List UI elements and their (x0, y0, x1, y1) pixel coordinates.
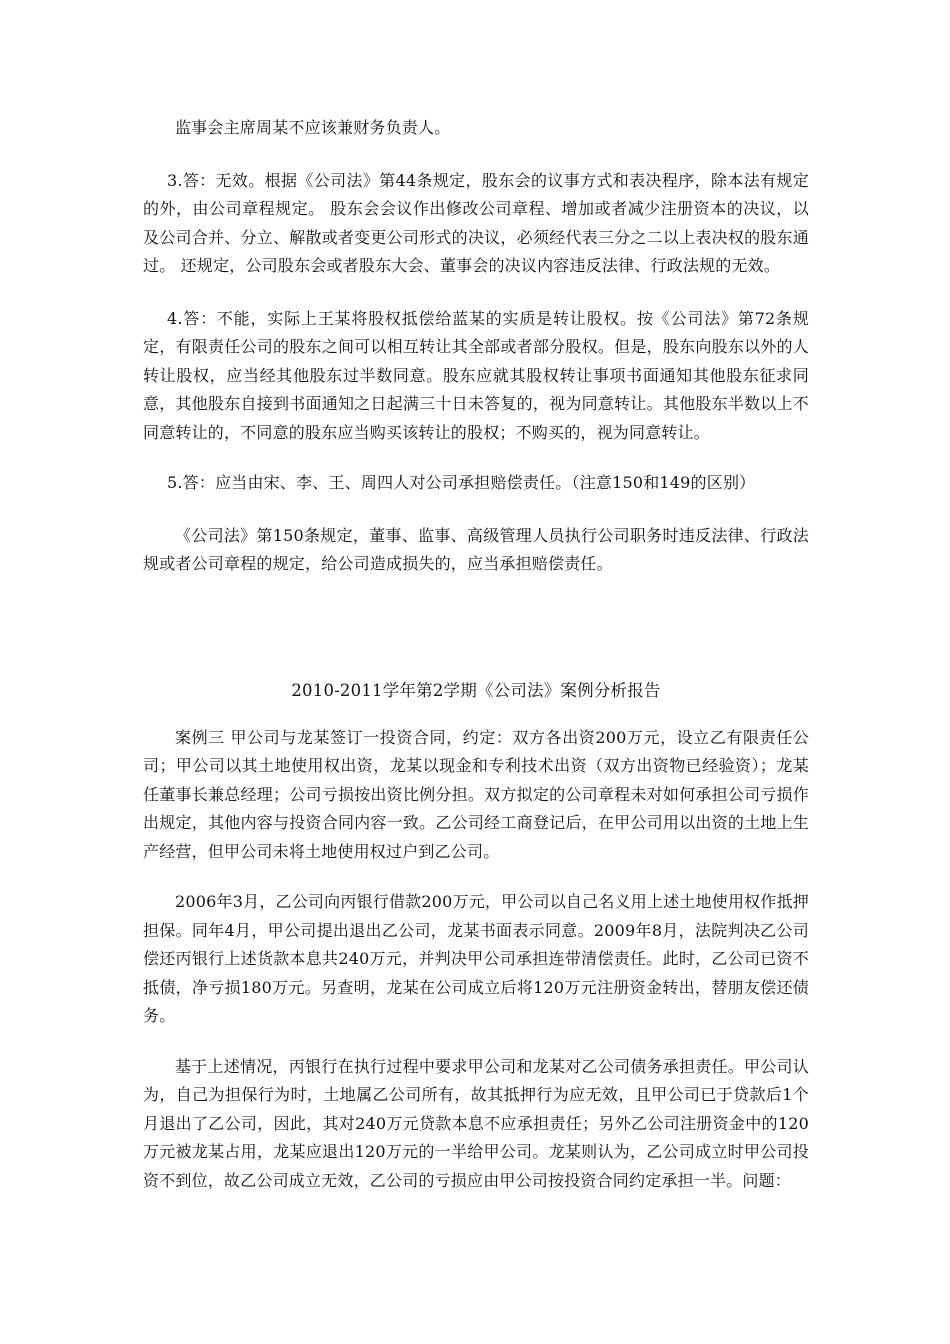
supervisor-paragraph: 监事会主席周某不应该兼财务负责人。 (175, 118, 451, 137)
dispute-paragraph: 基于上述情况，丙银行在执行过程中要求甲公司和龙某对乙公司债务承担责任。甲公司认为，自己为担保行为时，土地属乙公司所有，故其抵押行为应无效，且甲公司已于贷款后1个月退出了乙公司，因此，其对240万元贷款本息不应承担责任；另外乙公司注册资金中的120万元被龙某占用，龙某应退出120万元的一半给甲公司。龙某则认为，乙公司成立时甲公司投资不到位，故乙公司成立无效，乙公司的亏损应由甲公司按投资合同约定承担一半。问题： (143, 1056, 809, 1190)
case-report-section (143, 677, 809, 1195)
answer-5-paragraph: 5.答：应当由宋、李、王、周四人对公司承担赔偿责任。（注意150和149的区别） (167, 473, 756, 492)
article-150-paragraph: 《公司法》第150条规定，董事、监事、高级管理人员执行公司职务时违反法律、行政法规或者公司章程的规定，给公司造成损失的，应当承担赔偿责任。 (143, 525, 809, 573)
answer-4-paragraph: 4.答：不能，实际上王某将股权抵偿给蓝某的实质是转让股权。按《公司法》第72条规定，有限责任公司的股东之间可以相互转让其全部或者部分股权。但是，股东向股东以外的人转让股权，应当经其他股东过半数同意。股东应就其股权转让事项书面通知其他股东征求同意，其他股东自接到书面通知之日起满三十日未答复的，视为同意转让。其他股东半数以上不同意转让的，不同意的股东应当购买该转让的股权；不购买的，视为同意转让。 (143, 308, 809, 442)
answer-3-paragraph: 3.答：无效。根据《公司法》第44条规定，股东会的议事方式和表决程序，除本法有规定的外，由公司章程规定。 股东会会议作出修改公司章程、增加或者减少注册资本的决议，以及公司合并、分立、解散或者变更公司形式的决议，必须经代表三分之二以上表决权的股东通过。 还规定，公司股东会或者股东大会、董事会的决议内容违反法律、行政法规的无效。 (143, 170, 809, 275)
report-title: 2010-2011学年第2学期《公司法》案例分析报告 (291, 681, 661, 700)
case-3-paragraph: 案例三 甲公司与龙某签订一投资合同，约定：双方各出资200万元，设立乙有限责任公司；甲公司以其土地使用权出资，龙某以现金和专利技术出资（双方出资物已经验资）；龙某任董事长兼总经理；公司亏损按出资比例分担。双方拟定的公司章程未对如何承担公司亏损作出规定，其他内容与投资合同内容一致。乙公司经工商登记后，在甲公司用以出资的土地上生产经营，但甲公司未将土地使用权过户到乙公司。 (143, 727, 809, 861)
loan-facts-paragraph: 2006年3月，乙公司向丙银行借款200万元，甲公司以自己名义用上述土地使用权作抵押担保。同年4月，甲公司提出退出乙公司，龙某书面表示同意。2009年8月，法院判决乙公司偿还丙银行上述货款本息共240万元，并判决甲公司承担连带清偿责任。此时，乙公司已资不抵债，净亏损180万元。另查明，龙某在公司成立后将120万元注册资金转出，替朋友偿还债务。 (143, 892, 809, 1025)
answers-section (143, 114, 809, 579)
